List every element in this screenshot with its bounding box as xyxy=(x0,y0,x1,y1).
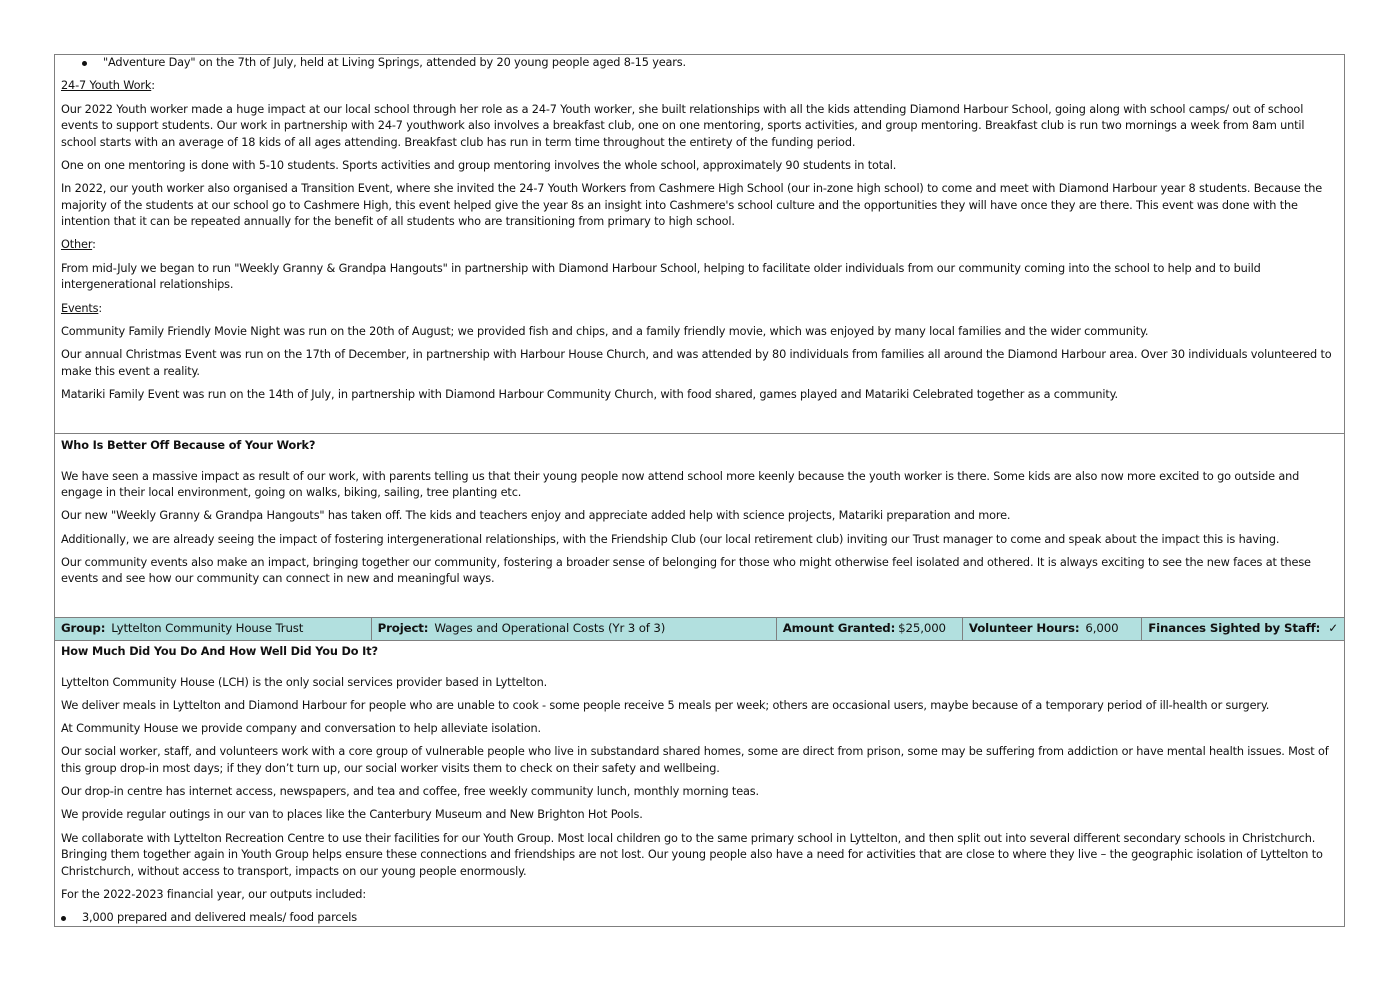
outputs-paragraph-8: For the 2022-2023 financial year, our outputs included: xyxy=(61,888,366,902)
impact-paragraph-4: Our community events also make an impact, bringing together our community, fostering a broader sense of belonging for those who might otherwise feel isolated and othered. It is always exciting to see the new faces at these events and see how our community can connect in new and meaningful ways. xyxy=(61,555,1311,586)
output-item-text: 3,000 prepared and delivered meals/ food parcels xyxy=(82,911,357,925)
events-subheading: Events: xyxy=(61,301,103,315)
bullet-icon xyxy=(82,61,87,66)
events-paragraph-1: Community Family Friendly Movie Night was run on the 20th of August; we provided fish and chips, and a family friendly movie, which was enjoyed by many local families and the wider community. xyxy=(61,324,1149,338)
checkmark-icon: ✓ xyxy=(1328,621,1338,635)
impact-paragraph-1: We have seen a massive impact as result of our work, with parents telling us that their young people now attend school more keenly because the youth worker is there. Some kids are also now more excited to go outside and engage in their local environment, going on walks, biking, sailing, tree planting etc. xyxy=(61,469,1300,499)
other-paragraph: From mid-July we began to run "Weekly Granny & Grandpa Hangouts" in partnership with Diamond Harbour School, helping to facilitate older individuals from our community coming into the school to help and to build intergenerational relationships. xyxy=(61,261,1261,292)
hours-value: 6,000 xyxy=(1085,621,1119,635)
youth-work-subheading: 24-7 Youth Work: xyxy=(61,79,155,93)
finances-sighted-cell: Finances Sighted by Staff: ✓ xyxy=(1148,621,1338,635)
outputs-paragraph-3: At Community House we provide company and conversation to help alleviate isolation. xyxy=(61,722,542,736)
bullet-icon xyxy=(61,916,66,921)
events-paragraph-2: Our annual Christmas Event was run on the 17th of December, in partnership with Harbour House Church, and was attended by 80 individuals from families all around the Diamond Harbour area. Over 30 individuals volunteered to make this event a reality. xyxy=(61,348,1332,378)
project-cell: Project: Wages and Operational Costs (Yr 3 of 3) xyxy=(372,618,777,640)
list-item xyxy=(61,55,1338,72)
outputs-paragraph-5: Our drop-in centre has internet access, newspapers, and tea and coffee, free weekly community lunch, monthly morning teas. xyxy=(61,785,759,799)
youth-activities-section xyxy=(55,55,1344,433)
outputs-paragraph-4: Our social worker, staff, and volunteers work with a core group of vulnerable people who live in substandard shared homes, some are direct from prison, some may be suffering from addiction or have mental health issues. Most of this group drop-in most days; if they don’t turn up, our social worker visits them to check on their safety and wellbeing. xyxy=(61,745,1329,775)
grant-summary-bar xyxy=(55,617,1344,640)
youth-work-paragraph-1: Our 2022 Youth worker made a huge impact at our local school through her role as a 24-7 Youth worker, she built relationships with all the kids attending Diamond Harbour School, going along with school camps/ out of school events to support students. Our work in partnership with 24-7 youthwork also involves a breakfast club, one on one mentoring, sports activities, and group mentoring. Breakfast club is run two mornings a week from 8am until school starts with an average of 18 kids of all ages attending. Breakfast club has run in term time throughout the entirety of the funding period. xyxy=(61,102,1305,149)
impact-paragraph-3: Additionally, we are already seeing the impact of fostering intergenerational relationships, with the Friendship Club (our local retirement club) inviting our Trust manager to come and speak about the impact this is having. xyxy=(61,532,1280,546)
report-page xyxy=(54,54,1345,927)
other-subheading: Other: xyxy=(61,238,96,252)
outputs-paragraph-6: We provide regular outings in our van to places like the Canterbury Museum and New Brighton Hot Pools. xyxy=(61,808,643,822)
outputs-paragraph-1: Lyttelton Community House (LCH) is the only social services provider based in Lyttelton. xyxy=(61,675,548,689)
amount-value: $25,000 xyxy=(898,621,946,635)
youth-work-paragraph-3: In 2022, our youth worker also organised a Transition Event, where she invited the 24-7 Youth Workers from Cashmere High School (our in-zone high school) to come and meet with Diamond Harbour year 8 students. Because the majority of the students at our school go to Cashmere High, this event helped give the year 8s an insight into Cashmere's school culture and the opportunities they will have once they are there. This event was done with the intention that it can be repeated annually for the benefit of all students who are transitioning from primary to high school. xyxy=(61,182,1323,229)
events-paragraph-3: Matariki Family Event was run on the 14th of July, in partnership with Diamond Harbour Community Church, with food shared, games played and Matariki Celebrated together as a community. xyxy=(61,387,1118,401)
group-value: Lyttelton Community House Trust xyxy=(111,621,304,635)
activity-list xyxy=(61,55,1338,72)
list-item xyxy=(61,910,1338,927)
outputs-heading: How Much Did You Do And How Well Did You Do It? xyxy=(61,645,378,658)
amount-granted-cell: Amount Granted: $25,000 xyxy=(777,618,963,640)
outputs-list xyxy=(61,910,1338,927)
group-cell: Group: Lyttelton Community House Trust xyxy=(55,618,372,640)
impact-section xyxy=(55,433,1344,617)
project-value: Wages and Operational Costs (Yr 3 of 3) xyxy=(434,621,666,635)
outputs-paragraph-7: We collaborate with Lyttelton Recreation Centre to use their facilities for our Youth Group. Most local children go to the same primary school in Lyttelton, and then split out into several different secondary schools in Christchurch. Bringing them together again in Youth Group helps ensure these connections and friendships are not lost. Our young people also have a need for activities that are close to where they live – the geographic isolation of Lyttelton to Christchurch, without access to transport, impacts on our young people enormously. xyxy=(61,831,1323,878)
youth-work-paragraph-2: One on one mentoring is done with 5-10 students. Sports activities and group mentoring involves the whole school, approximately 90 students in total. xyxy=(61,158,897,172)
adventure-day-text: "Adventure Day" on the 7th of July, held at Living Springs, attended by 20 young people aged 8-15 years. xyxy=(103,56,686,69)
impact-heading: Who Is Better Off Because of Your Work? xyxy=(61,439,316,452)
outputs-section xyxy=(55,640,1344,926)
outputs-paragraph-2: We deliver meals in Lyttelton and Diamond Harbour for people who are unable to cook - some people receive 5 meals per week; others are occasional users, maybe because of a temporary period of ill-health or surgery. xyxy=(61,698,1270,712)
impact-paragraph-2: Our new "Weekly Granny & Grandpa Hangouts" has taken off. The kids and teachers enjoy and appreciate added help with science projects, Matariki preparation and more. xyxy=(61,509,1011,523)
volunteer-hours-cell: Volunteer Hours: 6,000 xyxy=(963,618,1142,640)
